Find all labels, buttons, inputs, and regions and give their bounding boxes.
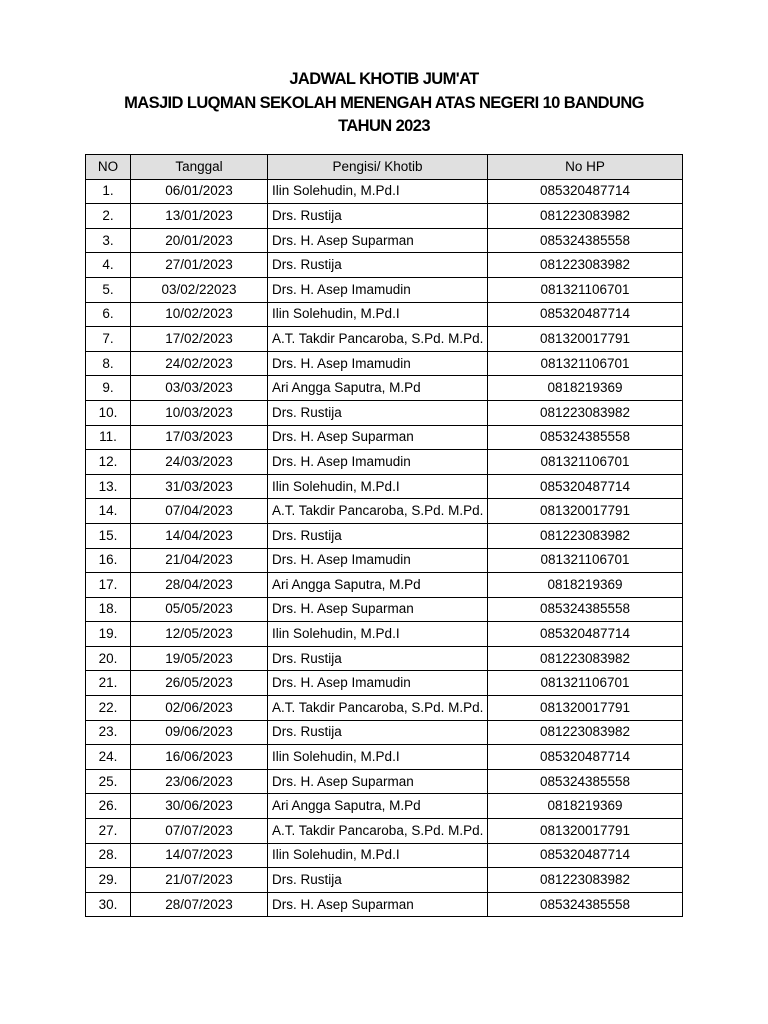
phone-cell: 085320487714 <box>488 474 683 499</box>
phone-cell: 085320487714 <box>488 745 683 770</box>
phone-cell: 085324385558 <box>488 769 683 794</box>
row-number: 27. <box>86 819 131 844</box>
date-cell: 13/01/2023 <box>131 204 268 229</box>
date-cell: 05/05/2023 <box>131 597 268 622</box>
khotib-name-cell: Ilin Solehudin, M.Pd.I <box>268 179 488 204</box>
khotib-name-cell: Drs. H. Asep Imamudin <box>268 277 488 302</box>
table-row <box>86 597 683 622</box>
table-row <box>86 376 683 401</box>
phone-cell: 081223083982 <box>488 253 683 278</box>
table-row <box>86 302 683 327</box>
khotib-name-cell: Drs. Rustija <box>268 253 488 278</box>
row-number: 3. <box>86 228 131 253</box>
date-cell: 16/06/2023 <box>131 745 268 770</box>
phone-cell: 081321106701 <box>488 277 683 302</box>
khotib-name-cell: Ari Angga Saputra, M.Pd <box>268 794 488 819</box>
table-row <box>86 277 683 302</box>
row-number: 8. <box>86 351 131 376</box>
row-number: 16. <box>86 548 131 573</box>
table-body <box>86 179 683 917</box>
date-cell: 02/06/2023 <box>131 696 268 721</box>
khotib-name-cell: Drs. H. Asep Imamudin <box>268 450 488 475</box>
phone-cell: 085320487714 <box>488 302 683 327</box>
phone-cell: 085324385558 <box>488 425 683 450</box>
row-number: 26. <box>86 794 131 819</box>
row-number: 11. <box>86 425 131 450</box>
row-number: 12. <box>86 450 131 475</box>
table-row <box>86 819 683 844</box>
khotib-name-cell: Drs. Rustija <box>268 868 488 893</box>
row-number: 15. <box>86 523 131 548</box>
table-row <box>86 499 683 524</box>
row-number: 17. <box>86 573 131 598</box>
row-number: 7. <box>86 327 131 352</box>
phone-cell: 085320487714 <box>488 622 683 647</box>
khotib-name-cell: Drs. H. Asep Imamudin <box>268 671 488 696</box>
row-number: 20. <box>86 646 131 671</box>
date-cell: 12/05/2023 <box>131 622 268 647</box>
phone-cell: 0818219369 <box>488 376 683 401</box>
date-cell: 03/03/2023 <box>131 376 268 401</box>
row-number: 25. <box>86 769 131 794</box>
khotib-name-cell: A.T. Takdir Pancaroba, S.Pd. M.Pd. <box>268 327 488 352</box>
khotib-name-cell: Ilin Solehudin, M.Pd.I <box>268 302 488 327</box>
date-cell: 19/05/2023 <box>131 646 268 671</box>
row-number: 19. <box>86 622 131 647</box>
table-row <box>86 450 683 475</box>
phone-cell: 081321106701 <box>488 671 683 696</box>
table-row <box>86 745 683 770</box>
table-row <box>86 573 683 598</box>
table-row <box>86 204 683 229</box>
khotib-name-cell: Drs. Rustija <box>268 523 488 548</box>
row-number: 2. <box>86 204 131 229</box>
table-row <box>86 351 683 376</box>
khotib-name-cell: Ilin Solehudin, M.Pd.I <box>268 622 488 647</box>
date-cell: 17/02/2023 <box>131 327 268 352</box>
date-cell: 26/05/2023 <box>131 671 268 696</box>
khotib-schedule-table <box>85 154 683 917</box>
khotib-name-cell: A.T. Takdir Pancaroba, S.Pd. M.Pd. <box>268 819 488 844</box>
date-cell: 10/02/2023 <box>131 302 268 327</box>
table-row <box>86 696 683 721</box>
phone-cell: 085324385558 <box>488 597 683 622</box>
row-number: 24. <box>86 745 131 770</box>
date-cell: 20/01/2023 <box>131 228 268 253</box>
khotib-name-cell: Drs. H. Asep Imamudin <box>268 548 488 573</box>
row-number: 28. <box>86 843 131 868</box>
table-row <box>86 228 683 253</box>
table-row <box>86 720 683 745</box>
phone-cell: 081223083982 <box>488 523 683 548</box>
phone-cell: 0818219369 <box>488 794 683 819</box>
khotib-name-cell: Drs. Rustija <box>268 400 488 425</box>
date-cell: 27/01/2023 <box>131 253 268 278</box>
row-number: 4. <box>86 253 131 278</box>
date-cell: 07/04/2023 <box>131 499 268 524</box>
date-cell: 21/04/2023 <box>131 548 268 573</box>
title-line-1: JADWAL KHOTIB JUM'AT <box>289 70 479 88</box>
phone-cell: 081223083982 <box>488 720 683 745</box>
phone-cell: 085324385558 <box>488 892 683 917</box>
row-number: 29. <box>86 868 131 893</box>
khotib-name-cell: Drs. Rustija <box>268 646 488 671</box>
date-cell: 14/07/2023 <box>131 843 268 868</box>
khotib-name-cell: Ari Angga Saputra, M.Pd <box>268 573 488 598</box>
table-row <box>86 868 683 893</box>
header-row <box>86 155 683 180</box>
khotib-name-cell: Ilin Solehudin, M.Pd.I <box>268 745 488 770</box>
khotib-name-cell: Drs. H. Asep Suparman <box>268 425 488 450</box>
table-header <box>86 155 683 180</box>
table-row <box>86 474 683 499</box>
phone-cell: 081321106701 <box>488 450 683 475</box>
khotib-name-cell: A.T. Takdir Pancaroba, S.Pd. M.Pd. <box>268 696 488 721</box>
phone-cell: 081223083982 <box>488 204 683 229</box>
khotib-name-cell: Drs. Rustija <box>268 720 488 745</box>
khotib-name-cell: Drs. Rustija <box>268 204 488 229</box>
row-number: 6. <box>86 302 131 327</box>
date-cell: 14/04/2023 <box>131 523 268 548</box>
phone-cell: 081223083982 <box>488 646 683 671</box>
row-number: 1. <box>86 179 131 204</box>
phone-cell: 081321106701 <box>488 351 683 376</box>
column-header-phone: No HP <box>488 155 683 180</box>
column-header-date: Tanggal <box>131 155 268 180</box>
khotib-name-cell: A.T. Takdir Pancaroba, S.Pd. M.Pd. <box>268 499 488 524</box>
khotib-name-cell: Ilin Solehudin, M.Pd.I <box>268 843 488 868</box>
table-row <box>86 843 683 868</box>
khotib-name-cell: Drs. H. Asep Imamudin <box>268 351 488 376</box>
phone-cell: 081320017791 <box>488 819 683 844</box>
phone-cell: 081223083982 <box>488 868 683 893</box>
title-line-2: MASJID LUQMAN SEKOLAH MENENGAH ATAS NEGERI 10 BANDUNG <box>124 93 644 112</box>
phone-cell: 081321106701 <box>488 548 683 573</box>
table-row <box>86 794 683 819</box>
date-cell: 28/04/2023 <box>131 573 268 598</box>
date-cell: 28/07/2023 <box>131 892 268 917</box>
khotib-name-cell: Drs. H. Asep Suparman <box>268 769 488 794</box>
date-cell: 17/03/2023 <box>131 425 268 450</box>
row-number: 21. <box>86 671 131 696</box>
khotib-name-cell: Ilin Solehudin, M.Pd.I <box>268 474 488 499</box>
row-number: 14. <box>86 499 131 524</box>
row-number: 5. <box>86 277 131 302</box>
phone-cell: 085324385558 <box>488 228 683 253</box>
date-cell: 30/06/2023 <box>131 794 268 819</box>
table-row <box>86 523 683 548</box>
khotib-name-cell: Ari Angga Saputra, M.Pd <box>268 376 488 401</box>
phone-cell: 081320017791 <box>488 499 683 524</box>
date-cell: 21/07/2023 <box>131 868 268 893</box>
date-cell: 10/03/2023 <box>131 400 268 425</box>
date-cell: 06/01/2023 <box>131 179 268 204</box>
document-title <box>0 68 768 139</box>
table-row <box>86 548 683 573</box>
row-number: 13. <box>86 474 131 499</box>
phone-cell: 085320487714 <box>488 843 683 868</box>
phone-cell: 081320017791 <box>488 327 683 352</box>
phone-cell: 081320017791 <box>488 696 683 721</box>
phone-cell: 0818219369 <box>488 573 683 598</box>
khotib-name-cell: Drs. H. Asep Suparman <box>268 892 488 917</box>
row-number: 22. <box>86 696 131 721</box>
row-number: 18. <box>86 597 131 622</box>
title-line-3: TAHUN 2023 <box>338 117 430 135</box>
date-cell: 03/02/22023 <box>131 277 268 302</box>
table-row <box>86 327 683 352</box>
column-header-no: NO <box>86 155 131 180</box>
khotib-name-cell: Drs. H. Asep Suparman <box>268 597 488 622</box>
row-number: 23. <box>86 720 131 745</box>
row-number: 10. <box>86 400 131 425</box>
date-cell: 31/03/2023 <box>131 474 268 499</box>
phone-cell: 085320487714 <box>488 179 683 204</box>
table-row <box>86 400 683 425</box>
date-cell: 23/06/2023 <box>131 769 268 794</box>
row-number: 30. <box>86 892 131 917</box>
table-row <box>86 622 683 647</box>
table-row <box>86 671 683 696</box>
date-cell: 07/07/2023 <box>131 819 268 844</box>
table-row <box>86 253 683 278</box>
phone-cell: 081223083982 <box>488 400 683 425</box>
date-cell: 24/03/2023 <box>131 450 268 475</box>
date-cell: 09/06/2023 <box>131 720 268 745</box>
table-row <box>86 646 683 671</box>
table-row <box>86 892 683 917</box>
row-number: 9. <box>86 376 131 401</box>
table-row <box>86 425 683 450</box>
khotib-name-cell: Drs. H. Asep Suparman <box>268 228 488 253</box>
table-row <box>86 179 683 204</box>
table-row <box>86 769 683 794</box>
date-cell: 24/02/2023 <box>131 351 268 376</box>
column-header-khotib: Pengisi/ Khotib <box>268 155 488 180</box>
